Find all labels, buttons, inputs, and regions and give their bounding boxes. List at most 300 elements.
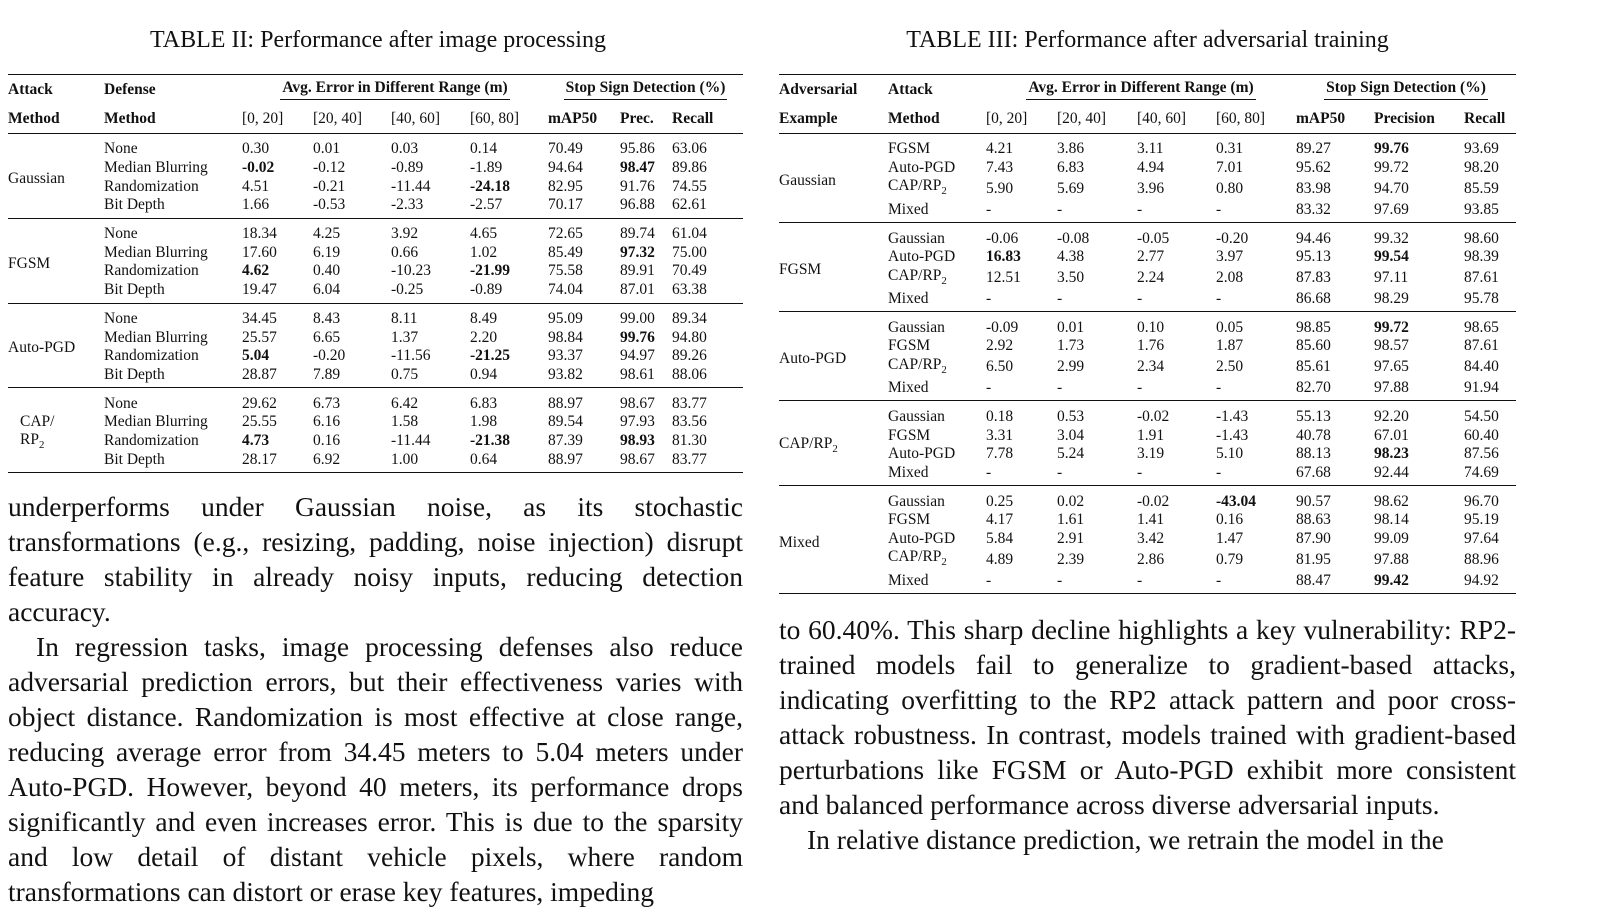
table-cell: 99.72 [1374,159,1409,177]
t2-method-cell: Median Blurring [104,243,208,261]
table-cell: 2.39 [1057,550,1085,568]
table-cell: 98.20 [1464,159,1499,177]
t3-group-label: CAP/$RP_2$ [779,434,838,455]
table-cell: 96.70 [1464,492,1499,510]
t3-group-label: Auto-PGD [779,350,847,368]
table-cell: 7.89 [313,365,341,383]
table-row [8,432,743,451]
table-cell: 25.57 [242,328,277,346]
table-cell: -21.38 [470,431,511,449]
t3-header-recall: Recall [1464,109,1506,127]
table-cell: 88.47 [1296,571,1331,589]
table-cell: 98.57 [1374,337,1409,355]
table-cell: 3.50 [1057,269,1085,287]
table-cell: 1.58 [391,413,419,431]
table-cell: 0.79 [1216,550,1244,568]
t3-header-precision: Precision [1374,109,1435,127]
table-row [779,426,1516,445]
table-cell: 87.61 [1464,337,1499,355]
t3-method-cell: Auto-PGD [888,248,956,266]
table-cell: 94.80 [672,328,707,346]
t2-group-3 [8,388,743,473]
table-cell: 94.92 [1464,571,1499,589]
table-cell: 96.88 [620,196,655,214]
table-cell: 0.66 [391,243,419,261]
table-row [779,337,1516,356]
table-cell: 4.17 [986,511,1014,529]
right-paragraph-1: to 60.40%. This sharp decline highlights a key vulnerability: RP2-trained models fail to generalize to gradient-based attacks, indicating overfitting to the RP2 attack pattern and poor cross-attack robustness. In contrast, models trained with gradient-based perturbations like FGSM or Auto-PGD exhibit more consistent and balanced performance across diverse adversarial inputs. [779,614,1516,821]
table-cell: 12.51 [986,269,1021,287]
t3-header-range-0-20: [0, 20] [986,109,1028,127]
table-cell: 87.56 [1464,445,1499,463]
t3-header-example: Example [779,109,838,127]
table-cell: 3.19 [1137,445,1165,463]
table-cell: 1.41 [1137,511,1165,529]
table-cell: 3.92 [391,225,419,243]
table-cell: 5.24 [1057,445,1085,463]
t3-header-range-40-60: [40, 60] [1137,109,1187,127]
t3-method-cell: FGSM [888,140,931,158]
table-cell: - [1216,571,1222,589]
table-cell: 99.76 [1374,140,1409,158]
table-cell: 6.19 [313,243,341,261]
table-cell: 2.99 [1057,358,1085,376]
t2-group-label: FGSM [8,254,51,272]
left-column [8,0,743,909]
table-row [779,134,1516,159]
t3-method-cell: Auto-PGD [888,445,956,463]
table-cell: 4.51 [242,177,270,195]
table-row [779,379,1516,401]
table-cell: 1.73 [1057,337,1085,355]
table-cell: 93.69 [1464,140,1499,158]
table-cell: -21.25 [470,347,511,365]
table-cell: 1.76 [1137,337,1165,355]
table-cell: 98.65 [1464,318,1499,336]
table-row [8,328,743,347]
table-cell: -11.44 [391,177,431,195]
t2-method-cell: Bit Depth [104,196,165,214]
table-cell: 82.95 [548,177,583,195]
table3 [779,74,1516,594]
table-row [8,159,743,178]
table-cell: 98.29 [1374,289,1409,307]
table-cell: -2.57 [470,196,503,214]
table-cell: 3.97 [1216,248,1244,266]
table-row [779,290,1516,312]
right-body-text [779,612,1516,857]
table-cell: 6.73 [313,394,341,412]
table-cell: 63.38 [672,281,707,299]
table-cell: 97.32 [620,243,655,261]
table-cell: 85.49 [548,243,583,261]
table-cell: -0.20 [1216,229,1249,247]
t3-method-cell: Mixed [888,379,929,397]
t2-header-avg-error: Avg. Error in Different Range (m) [242,75,548,105]
t3-group-4 [779,486,1516,594]
table-row [779,464,1516,486]
table-row [779,530,1516,549]
table-cell: 40.78 [1296,426,1331,444]
t3-method-cell: Gaussian [888,229,945,247]
table-cell: -0.53 [313,196,346,214]
table-cell: 17.60 [242,243,277,261]
table-cell: 6.83 [1057,159,1085,177]
table-cell: -11.44 [391,431,431,449]
table-cell: 0.75 [391,365,419,383]
t2-header-attack: Attack [8,80,53,98]
table-row [8,366,743,388]
table-row [779,356,1516,379]
t2-header-range-60-80: [60, 80] [470,109,520,127]
table-cell: 93.85 [1464,200,1499,218]
table-cell: 2.77 [1137,248,1165,266]
table-cell: 8.11 [391,309,418,327]
table-cell: 6.16 [313,413,341,431]
table-cell: 99.54 [1374,248,1409,266]
table-cell: 83.77 [672,450,707,468]
table-cell: - [1137,379,1143,397]
table-cell: 1.37 [391,328,419,346]
table-cell: 95.19 [1464,511,1499,529]
table-cell: 88.96 [1464,550,1499,568]
table-cell: -0.02 [1137,492,1170,510]
table-cell: 85.59 [1464,179,1499,197]
table-cell: 1.98 [470,413,498,431]
t2-method-cell: None [104,309,138,327]
t3-method-cell: Auto-PGD [888,159,956,177]
table-cell: 97.93 [620,413,655,431]
table-cell: -0.89 [391,159,424,177]
table-cell: 3.86 [1057,140,1085,158]
t3-header-range-60-80: [60, 80] [1216,109,1266,127]
table-cell: 83.56 [672,413,707,431]
table-row [779,571,1516,593]
table-cell: 3.96 [1137,179,1165,197]
table2 [8,74,743,473]
table-cell: 2.24 [1137,269,1165,287]
table-cell: 5.10 [1216,445,1244,463]
table-cell: -0.12 [313,159,346,177]
table-cell: 0.18 [986,407,1014,425]
table-cell: 95.86 [620,140,655,158]
table-cell: 99.00 [620,309,655,327]
table-cell: 83.32 [1296,200,1331,218]
t3-method-cell: Mixed [888,200,929,218]
t2-header-map50: mAP50 [548,109,598,127]
table-cell: 2.08 [1216,269,1244,287]
table-cell: -0.25 [391,281,424,299]
t3-method-cell: Auto-PGD [888,529,956,547]
table-cell: 18.34 [242,225,277,243]
table-cell: 3.31 [986,426,1014,444]
t2-header-stop-sign: Stop Sign Detection (%) [548,75,743,105]
table-cell: 72.65 [548,225,583,243]
table-cell: - [1137,200,1143,218]
left-body-text [8,489,743,909]
t3-method-cell: Gaussian [888,318,945,336]
table-cell: 67.68 [1296,463,1331,481]
table-cell: 94.46 [1296,229,1331,247]
table-cell: 4.25 [313,225,341,243]
table-cell: 95.78 [1464,289,1499,307]
table-cell: 4.38 [1057,248,1085,266]
t2-header-range-0-20: [0, 20] [242,109,284,127]
table-cell: 94.97 [620,347,655,365]
t3-header-map50: mAP50 [1296,109,1346,127]
t3-method-cell: Gaussian [888,492,945,510]
table-cell: 0.80 [1216,179,1244,197]
table-cell: 1.91 [1137,426,1165,444]
table-row [779,486,1516,511]
table-cell: - [1137,289,1143,307]
table-cell: 0.01 [1057,318,1085,336]
table-cell: 85.61 [1296,358,1331,376]
table-cell: 87.01 [620,281,655,299]
table-row [8,218,743,243]
table-row [8,196,743,218]
table-cell: - [986,463,992,481]
table-cell: -0.08 [1057,229,1090,247]
table-cell: - [1057,289,1063,307]
table-cell: 34.45 [242,309,277,327]
table-cell: - [1216,379,1222,397]
table-cell: 0.16 [313,431,341,449]
table-cell: 89.27 [1296,140,1331,158]
table-row [8,388,743,413]
table-row [779,200,1516,222]
table-cell: 97.88 [1374,379,1409,397]
t2-group-label: CAP/ $RP_2$ [20,412,55,451]
table-row [779,312,1516,337]
t3-group-label: Mixed [779,533,820,551]
table-cell: 98.14 [1374,511,1409,529]
table-cell: 95.09 [548,309,583,327]
table-cell: 82.70 [1296,379,1331,397]
t3-method-cell: FGSM [888,337,931,355]
table-cell: 6.92 [313,450,341,468]
table-cell: 89.74 [620,225,655,243]
table-cell: -0.20 [313,347,346,365]
t2-method-cell: Randomization [104,177,199,195]
table-cell: 0.53 [1057,407,1085,425]
table-cell: 98.67 [620,450,655,468]
table-cell: 88.97 [548,394,583,412]
table-cell: 3.04 [1057,426,1085,444]
table-cell: 98.39 [1464,248,1499,266]
table-row [8,134,743,159]
table-cell: 97.64 [1464,529,1499,547]
t2-header-range-40-60: [40, 60] [391,109,441,127]
t2-method-cell: Median Blurring [104,159,208,177]
table-cell: 99.32 [1374,229,1409,247]
table-cell: 92.44 [1374,463,1409,481]
table-cell: 97.88 [1374,550,1409,568]
table-cell: -2.33 [391,196,424,214]
t3-group-2 [779,312,1516,401]
table-cell: 89.26 [672,347,707,365]
t3-group-label: FGSM [779,261,822,279]
table-cell: 83.98 [1296,179,1331,197]
table-cell: 81.30 [672,431,707,449]
table-cell: 8.49 [470,309,498,327]
left-paragraph-1: underperforms under Gaussian noise, as its stochastic transformations (e.g., resizing, padding, noise injection) disrupt feature stability in already noisy inputs, reducing detection accuracy. [8,491,743,627]
table-cell: 0.01 [313,140,341,158]
table-cell: 61.04 [672,225,707,243]
table-row [779,445,1516,464]
t3-header-adversarial: Adversarial [779,80,858,98]
table-row [8,450,743,472]
table-row [779,248,1516,267]
t3-method-cell: CAP/$RP_2$ [888,266,947,287]
table-cell: 0.30 [242,140,270,158]
t3-header-avg-error: Avg. Error in Different Range (m) [986,75,1296,105]
table-cell: -1.43 [1216,407,1249,425]
t3-method-cell: CAP/$RP_2$ [888,548,947,569]
table-row [779,548,1516,571]
table-row [8,243,743,262]
table-cell: 4.62 [242,262,270,280]
table-cell: 1.47 [1216,529,1244,547]
table-row [8,262,743,281]
table-cell: 98.47 [620,159,655,177]
table-cell: 62.61 [672,196,707,214]
table-cell: 91.94 [1464,379,1499,397]
t2-method-cell: Bit Depth [104,281,165,299]
table-row [779,223,1516,248]
table-cell: 54.50 [1464,407,1499,425]
table-cell: - [1057,571,1063,589]
table-cell: - [1216,289,1222,307]
table-cell: 70.17 [548,196,583,214]
table-cell: 6.50 [986,358,1014,376]
t3-group-1 [779,223,1516,312]
table-cell: 4.73 [242,431,270,449]
right-paragraph-2: In relative distance prediction, we retrain the model in the [807,824,1444,856]
table-cell: 1.87 [1216,337,1244,355]
table-cell: - [1057,379,1063,397]
table-cell: - [1137,463,1143,481]
t2-header-range-20-40: [20, 40] [313,109,363,127]
t2-method-cell: None [104,394,138,412]
t2-method-cell: None [104,225,138,243]
table-row [779,511,1516,530]
table-cell: 98.60 [1464,229,1499,247]
t2-method-cell: Randomization [104,262,199,280]
table-cell: -0.05 [1137,229,1170,247]
table-cell: 86.68 [1296,289,1331,307]
table-cell: 2.91 [1057,529,1085,547]
t2-group-label: Gaussian [8,169,65,187]
table-cell: 1.02 [470,243,498,261]
table-cell: -24.18 [470,177,511,195]
table-row [779,401,1516,426]
table-cell: 94.64 [548,159,583,177]
table-cell: 5.69 [1057,179,1085,197]
table-cell: 89.54 [548,413,583,431]
table-cell: 1.66 [242,196,270,214]
table-cell: - [1137,571,1143,589]
table-cell: -1.89 [470,159,503,177]
table-cell: 60.40 [1464,426,1499,444]
table-cell: 98.61 [620,365,655,383]
table-cell: 0.10 [1137,318,1165,336]
t3-header-method: Method [888,109,940,127]
table2-caption: TABLE II: Performance after image processing [150,27,606,53]
table-cell: 74.55 [672,177,707,195]
table-cell: 75.00 [672,243,707,261]
t3-method-cell: Mixed [888,571,929,589]
table-cell: 87.90 [1296,529,1331,547]
t2-method-cell: Bit Depth [104,365,165,383]
table-cell: 5.84 [986,529,1014,547]
table-row [8,177,743,196]
table-cell: 89.91 [620,262,655,280]
table-cell: -0.06 [986,229,1019,247]
table-cell: 19.47 [242,281,277,299]
table-cell: 6.42 [391,394,419,412]
table-cell: 98.93 [620,431,655,449]
table-cell: 87.61 [1464,269,1499,287]
table-cell: 2.50 [1216,358,1244,376]
t3-method-cell: FGSM [888,511,931,529]
table-cell: - [986,379,992,397]
table-cell: 8.43 [313,309,341,327]
table-cell: 98.67 [620,394,655,412]
table-cell: 7.43 [986,159,1014,177]
table-cell: 1.61 [1057,511,1085,529]
table-cell: -0.02 [1137,407,1170,425]
t3-header-stop-sign: Stop Sign Detection (%) [1296,75,1516,105]
table-row [779,177,1516,200]
table-cell: 2.86 [1137,550,1165,568]
t3-method-cell: Mixed [888,289,929,307]
table-cell: 2.34 [1137,358,1165,376]
table-cell: 7.01 [1216,159,1244,177]
table-cell: - [1216,200,1222,218]
table-cell: 92.20 [1374,407,1409,425]
t3-method-cell: Gaussian [888,407,945,425]
table-cell: 5.04 [242,347,270,365]
table-cell: 55.13 [1296,407,1331,425]
table-cell: 4.94 [1137,159,1165,177]
t2-method-cell: None [104,140,138,158]
t2-method-cell: Randomization [104,431,199,449]
table-cell: 95.62 [1296,159,1331,177]
table-cell: 6.83 [470,394,498,412]
table-cell: 3.11 [1137,140,1164,158]
table-cell: - [986,200,992,218]
table-cell: 97.11 [1374,269,1409,287]
table-cell: 29.62 [242,394,277,412]
table-cell: 98.62 [1374,492,1409,510]
table-cell: 0.94 [470,365,498,383]
table-cell: 97.69 [1374,200,1409,218]
t3-method-cell: FGSM [888,426,931,444]
table-cell: 88.63 [1296,511,1331,529]
t3-method-cell: Mixed [888,463,929,481]
table-cell: 99.76 [620,328,655,346]
t2-header-defense: Defense [104,80,156,98]
table-cell: 25.55 [242,413,277,431]
table-cell: 28.87 [242,365,277,383]
table-cell: 70.49 [548,140,583,158]
table-row [8,347,743,366]
table-cell: 74.69 [1464,463,1499,481]
table-cell: 93.37 [548,347,583,365]
t2-group-1 [8,218,743,303]
table-cell: 85.60 [1296,337,1331,355]
